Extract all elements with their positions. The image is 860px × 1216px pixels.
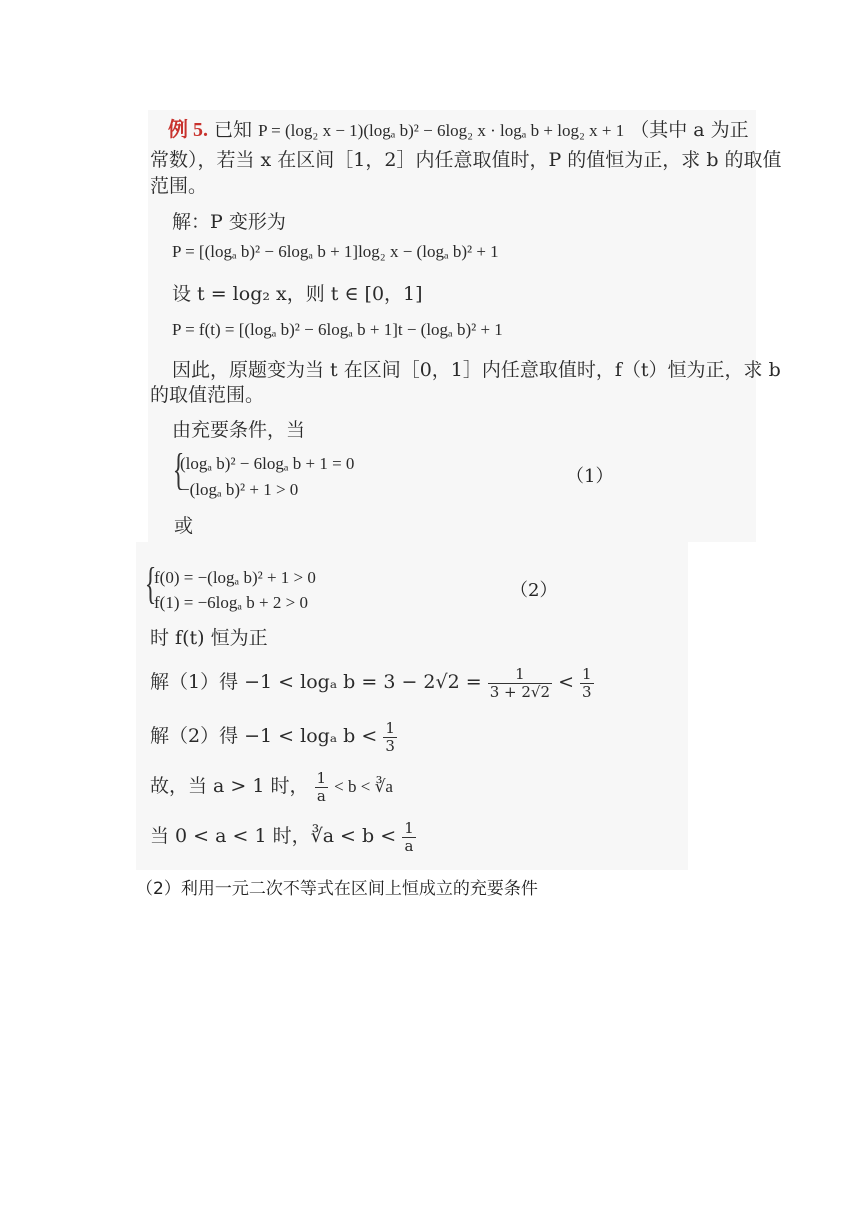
system-1-line-a: (logₐ b)² − 6logₐ b + 1 = 0 <box>180 454 355 473</box>
positive-line: 时 f(t) 恒为正 <box>150 627 268 649</box>
case-1-fraction-denominator: a <box>316 786 326 805</box>
solution-2-fraction-numerator: 1 <box>385 718 395 737</box>
solution-1-fraction <box>488 666 552 701</box>
case-2-line <box>150 816 416 856</box>
case-2-fraction <box>402 820 416 855</box>
system-1-tag: （1） <box>566 466 614 487</box>
solution-2-line <box>150 716 397 756</box>
solution-1-fraction-denominator: 3 + 2√2 <box>489 682 551 701</box>
solution-equation-2: P = f(t) = [(logₐ b)² − 6logₐ b + 1]t − (logₐ b)² + 1 <box>172 320 503 339</box>
solution-equation-1: P = [(logₐ b)² − 6logₐ b + 1]log₂ x − (logₐ b)² + 1 <box>172 242 499 261</box>
solution-1-fraction-2-denominator: 3 <box>582 682 592 701</box>
example-line-3: 范围。 <box>150 175 208 197</box>
case-1-fraction-numerator: 1 <box>316 768 327 787</box>
case-2-text: 当 0 < a < 1 时，∛a < b < <box>150 825 397 847</box>
example-line-2: 常数），若当 x 在区间［1，2］内任意取值时，P 的值恒为正，求 b 的取值 <box>150 149 782 171</box>
example-line-1 <box>168 118 749 143</box>
case-1-line <box>150 766 393 807</box>
substitution-line: 设 t = log₂ x，则 t ∈ [0，1] <box>172 283 423 305</box>
solution-1-text: 解（1）得 −1 < logₐ b = 3 − 2√2 = <box>150 671 482 693</box>
restatement-line-2: 的取值范围。 <box>150 384 265 406</box>
solution-1-fraction-2-numerator: 1 <box>582 664 592 683</box>
solution-2-fraction <box>383 720 397 755</box>
system-2-tag: （2） <box>510 580 558 601</box>
system-2-line-a: f(0) = −(logₐ b)² + 1 > 0 <box>154 568 316 587</box>
solution-1-less-than: < <box>558 671 574 693</box>
solution-intro: 解：P 变形为 <box>172 211 286 233</box>
example-condition-1: （其中 a 为正 <box>630 119 749 141</box>
system-2-line-b: f(1) = −6logₐ b + 2 > 0 <box>154 593 308 612</box>
case-1-text: 故，当 a > 1 时， <box>150 775 309 797</box>
or-line: 或 <box>174 515 194 537</box>
restatement-line-1: 因此，原题变为当 t 在区间［0，1］内任意取值时，f（t）恒为正，求 b <box>172 359 781 381</box>
system-1-line-b: −(logₐ b)² + 1 > 0 <box>180 480 299 499</box>
case-1-fraction <box>315 770 329 805</box>
solution-1-line <box>150 662 594 702</box>
solution-1-fraction-2 <box>580 666 594 701</box>
iff-line: 由充要条件，当 <box>172 419 306 441</box>
solution-2-fraction-denominator: 3 <box>385 736 395 755</box>
solution-1-fraction-numerator: 1 <box>488 666 552 684</box>
case-1-inequality: < b < ∛a <box>334 777 393 796</box>
section-caption: （2）利用一元二次不等式在区间上恒成立的充要条件 <box>136 879 538 899</box>
system-1-brace: { <box>172 445 185 494</box>
solution-2-text: 解（2）得 −1 < logₐ b < <box>150 725 378 747</box>
case-2-fraction-numerator: 1 <box>404 818 414 837</box>
case-2-fraction-denominator: a <box>404 836 414 855</box>
example-intro: 已知 <box>214 119 253 141</box>
example-label: 例 5. <box>168 119 208 141</box>
example-formula: P = (log₂ x − 1)(logₐ b)² − 6log₂ x · logₐ b + log₂ x + 1 <box>258 121 625 140</box>
system-2-brace: { <box>144 559 157 608</box>
